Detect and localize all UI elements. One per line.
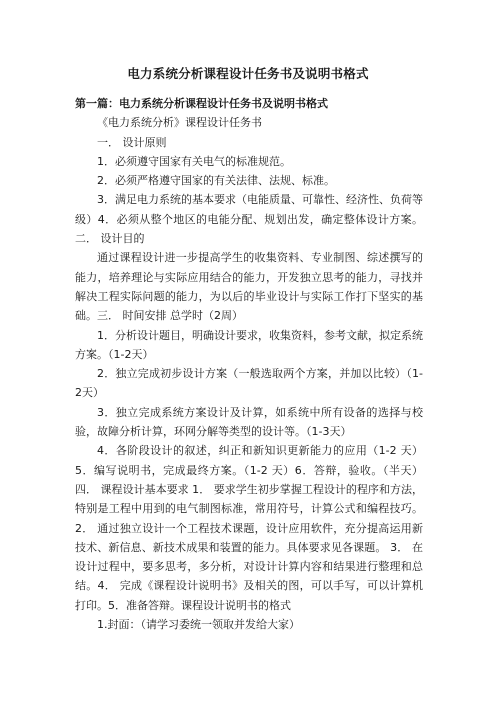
document-title: 电力系统分析课程设计任务书及说明书格式 <box>127 66 369 81</box>
section-heading: 第一篇：电力系统分析课程设计任务书及说明书格式 <box>75 97 328 110</box>
paragraph-schedule-3: 3．独立完成系统方案设计及计算，如系统中所有设备的选择与校验，故障分析计算，环网分解等类型的设计等。（1-3天） <box>75 405 423 439</box>
paragraph-schedule-4-requirements: 4．各阶段设计的叙述，纠正和新知识更新能力的应用（1-2 天）5．编写说明书，完成最终方案。（1-2 天）6．答辩，验收。（半天） 四． 课程设计基本要求 1． 要求学生初步掌握工程设计的程序和方法，特别是工程中用到的电气制图标准，常用符号，计算公式和编程技巧。 2． 通过独立设计一个工程技术课题，设计应用软件，充分提高运用新技术、新信息、新技术成果和装置的能力。具体要求见各课题。 3． 在设计过程中，要多思考，多分析，对设计计算内容和结果进行整理和总结。4． 完成《课程设计说明书》及相关的图，可以手写，可以计算机打印。5．准备答辩。课程设计说明书的格式 <box>75 444 423 612</box>
paragraph-schedule-2: 2．独立完成初步设计方案（一般选取两个方案，并加以比较）（1-2天） <box>75 367 423 400</box>
document-body <box>75 94 423 634</box>
paragraph-design-principles-heading: 一． 设计原则 <box>97 135 167 149</box>
paragraph-schedule-1: 1．分析设计题目，明确设计要求，收集资料，参考文献，拟定系统方案。（1-2天） <box>75 328 423 361</box>
paragraph-task-title: 《电力系统分析》课程设计任务书 <box>97 116 262 130</box>
paragraph-principle-3-4: 3．满足电力系统的基本要求（电能质量、可靠性、经济性、负荷等级）4．必须从整个地区的电能分配、规划出发，确定整体设计方案。 二． 设计目的 <box>75 193 423 246</box>
paragraph-design-purpose: 通过课程设计进一步提高学生的收集资料、专业制图、综述撰写的能力，培养理论与实际应用结合的能力，开发独立思考的能力，寻找并解决工程实际问题的能力，为以后的毕业设计与实际工作打下坚实的基础。三． 时间安排 总学时（2周） <box>75 251 423 323</box>
paragraph-cover: 1.封面：（请学习委统一领取并发给大家） <box>97 618 300 632</box>
paragraph-principle-1: 1．必须遵守国家有关电气的标准规范。 <box>97 154 291 168</box>
paragraph-principle-2: 2．必须严格遵守国家的有关法律、法规、标准。 <box>97 174 335 188</box>
